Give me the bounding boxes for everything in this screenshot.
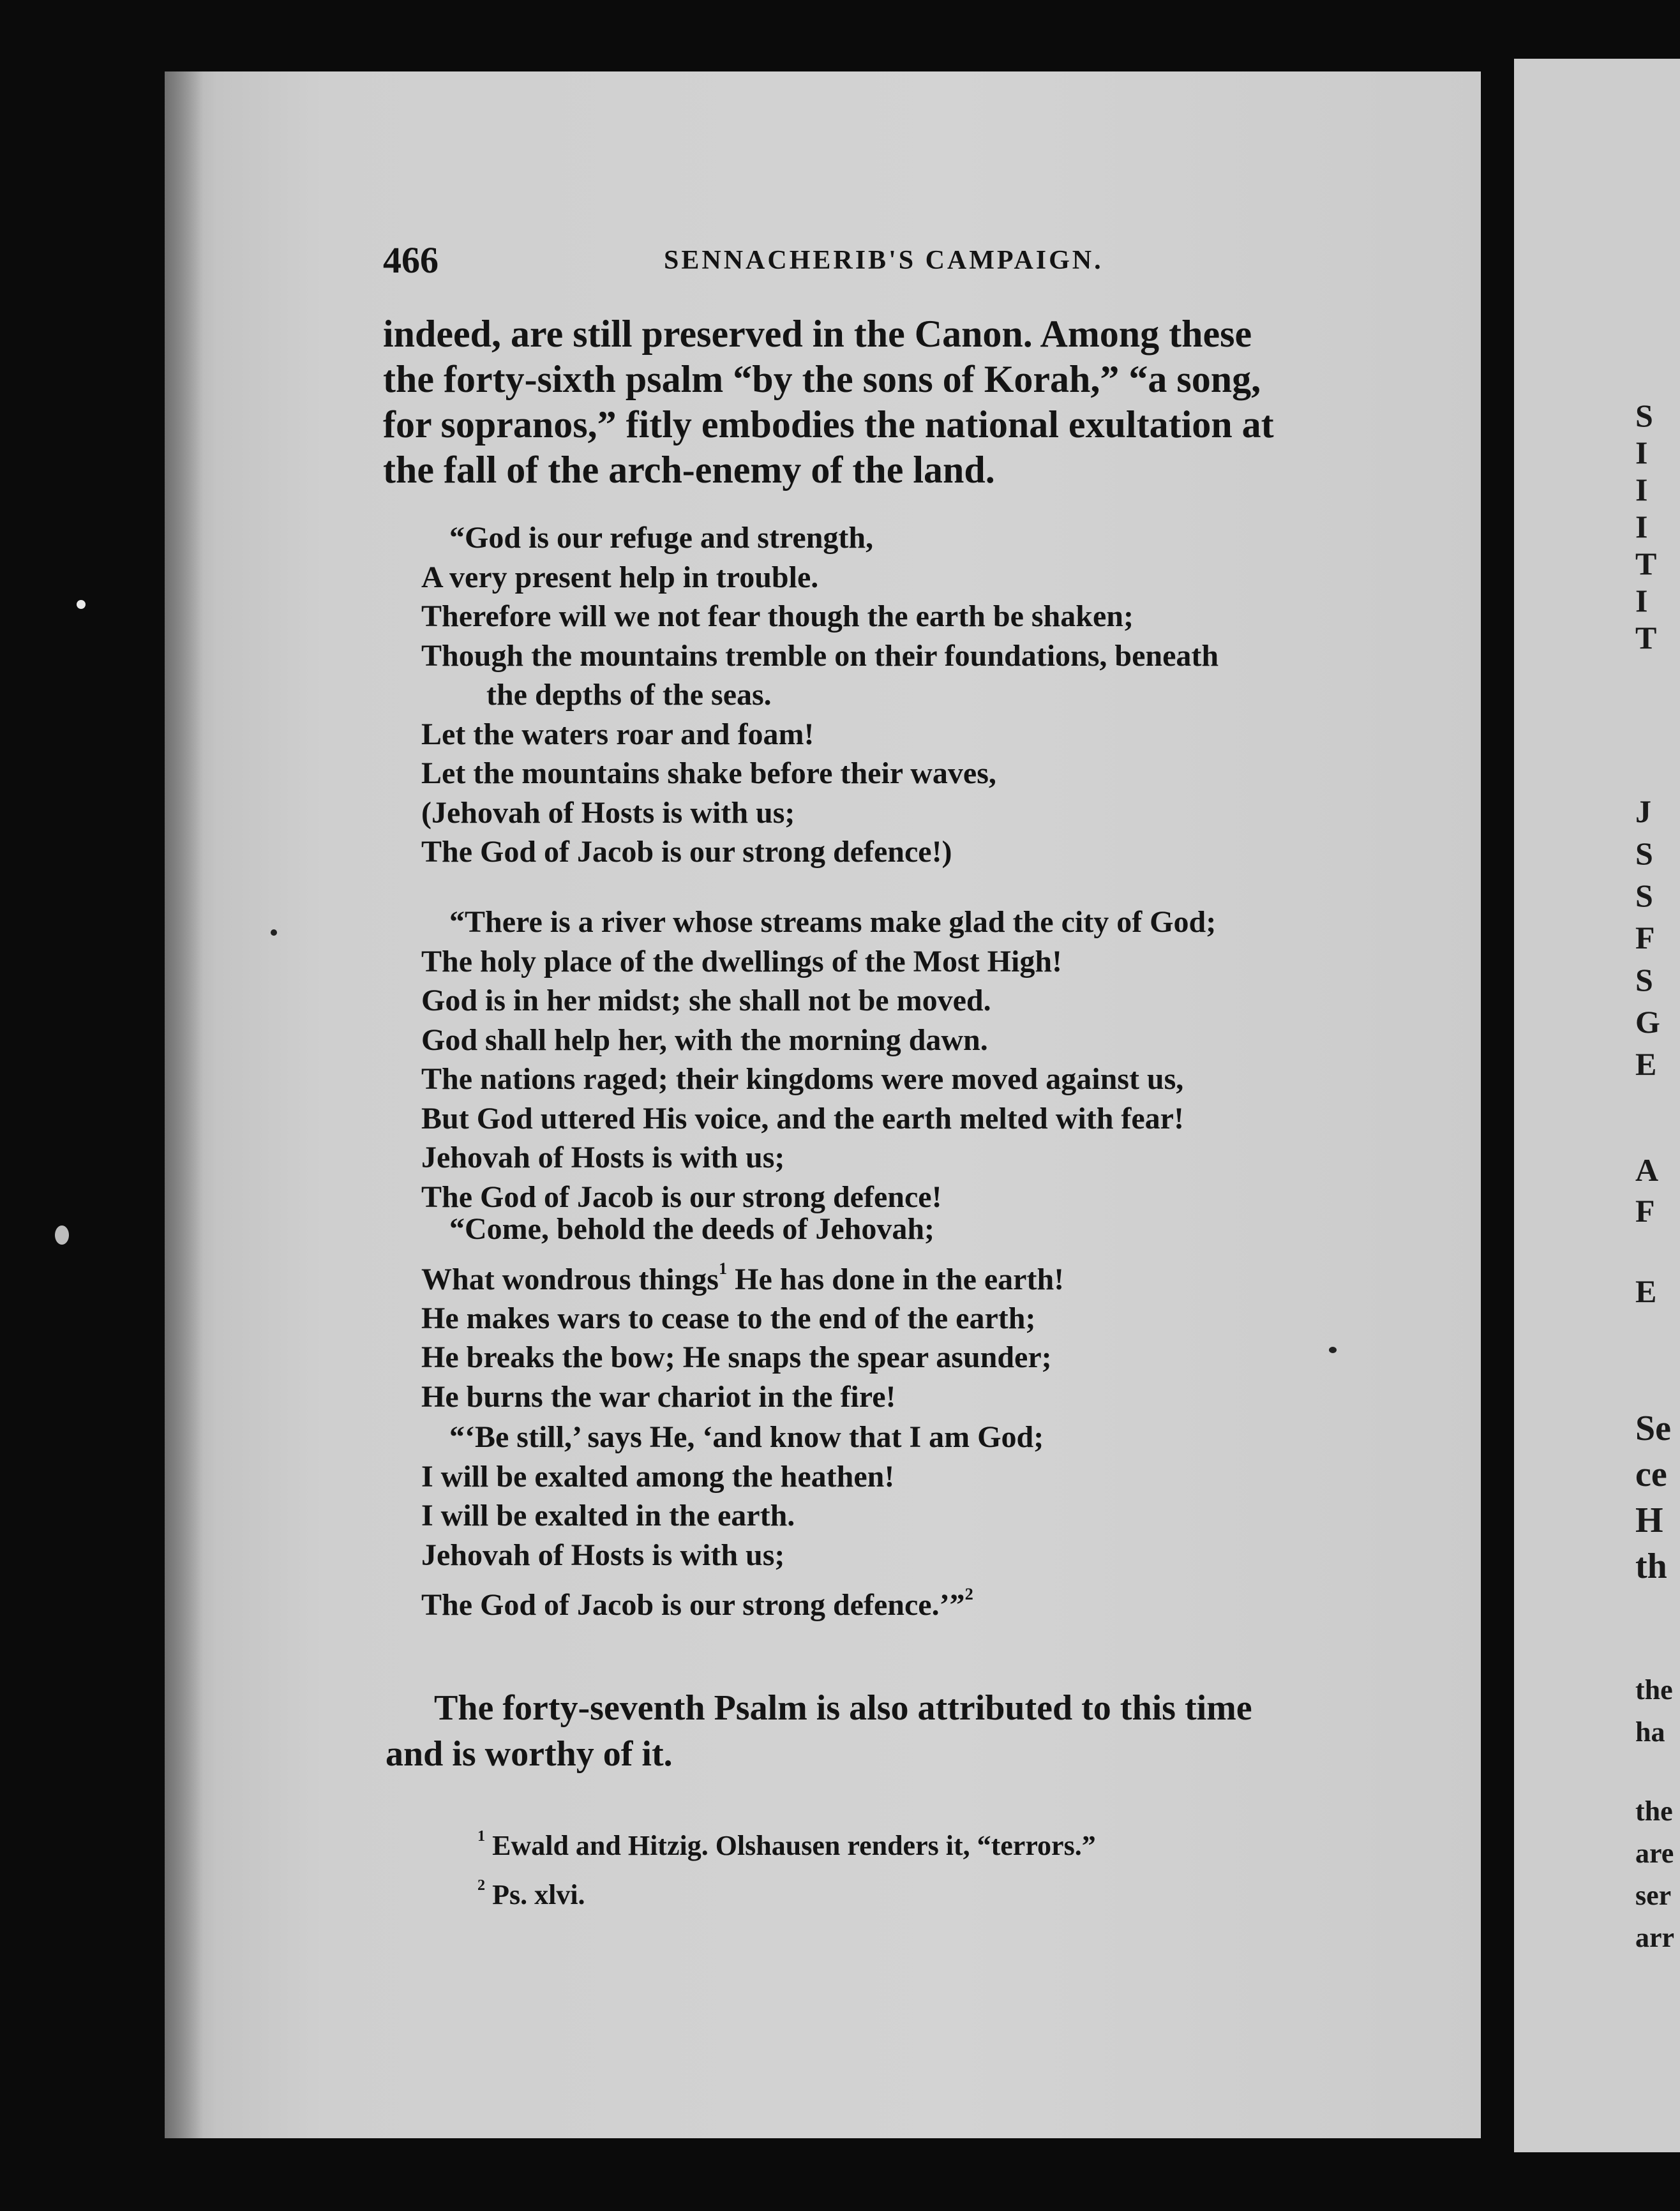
verse-line: He breaks the bow; He snaps the spear asunder; [421, 1340, 1052, 1375]
psalm-stanza-1 [421, 518, 1391, 872]
verse-line: Though the mountains tremble on their foundations, beneath [421, 638, 1219, 673]
verse-line [421, 1249, 1391, 1299]
facing-fragment: T [1635, 620, 1657, 656]
verse-line: A very present help in trouble. [421, 560, 819, 594]
verse-line: I will be exalted among the heathen! [421, 1459, 895, 1494]
verse-line: “‘Be still,’ says He, ‘and know that I am God; [449, 1420, 1044, 1454]
footnote-text: Ps. xlvi. [492, 1878, 585, 1910]
facing-fragment: S [1635, 962, 1653, 998]
text-line [383, 447, 1379, 493]
footnote-marker: 2 [477, 1876, 486, 1894]
footnote [477, 1817, 1096, 1866]
scan-speck [55, 1225, 69, 1245]
facing-fragment: ha [1635, 1716, 1665, 1748]
verse-line: Jehovah of Hosts is with us; [421, 1538, 785, 1572]
psalm-stanza-2 [421, 903, 1391, 1217]
verse-line-part: He has done in the earth! [735, 1262, 1065, 1296]
verse-line: But God uttered His voice, and the earth melted with fear! [421, 1101, 1184, 1135]
facing-fragment: A [1635, 1152, 1659, 1188]
verse-line: God is in her midst; she shall not be moved. [421, 984, 991, 1017]
verse-line: the depths of the seas. [486, 678, 772, 712]
verse-line: Let the mountains shake before their waves, [421, 756, 996, 790]
text-line [383, 311, 1379, 357]
scan-speck [77, 600, 86, 609]
facing-fragment: E [1635, 1273, 1657, 1309]
psalm-stanza-4 [421, 1418, 1391, 1624]
facing-fragment: T [1635, 546, 1657, 581]
facing-fragment: F [1635, 1193, 1655, 1229]
facing-fragment: arr [1635, 1922, 1675, 1953]
closing-paragraph [386, 1685, 1381, 1777]
intro-paragraph [383, 311, 1379, 493]
scan-speck [271, 929, 277, 936]
verse-line: “God is our refuge and strength, [449, 521, 874, 555]
footnote-ref: 2 [964, 1584, 973, 1603]
scan-speck [1329, 1347, 1337, 1353]
facing-page-edge [1514, 59, 1680, 2152]
running-title: SENNACHERIB'S CAMPAIGN. [664, 246, 1104, 275]
facing-fragment: I [1635, 509, 1648, 544]
verse-line: The God of Jacob is our strong defence! [421, 1180, 942, 1214]
verse-line: “Come, behold the deeds of Jehovah; [449, 1212, 935, 1246]
facing-fragment: I [1635, 435, 1648, 470]
facing-fragment: J [1635, 793, 1651, 829]
footnotes [477, 1817, 1096, 1915]
verse-line-part: What wondrous things [421, 1262, 719, 1296]
facing-fragment: are [1635, 1838, 1674, 1869]
text-line-content: the fall of the arch-enemy of the land. [383, 449, 995, 491]
verse-line: “There is a river whose streams make glad the city of God; [449, 905, 1217, 939]
facing-fragment: the [1635, 1795, 1673, 1827]
facing-fragment: S [1635, 878, 1653, 913]
footnote-text: Ewald and Hitzig. Olshausen renders it, “terrors.” [492, 1829, 1096, 1861]
facing-fragment: S [1635, 398, 1653, 433]
verse-line [421, 1575, 1391, 1624]
psalm-stanza-3 [421, 1210, 1391, 1416]
verse-line: I will be exalted in the earth. [421, 1499, 795, 1533]
verse-line: (Jehovah of Hosts is with us; [421, 795, 795, 830]
facing-page-fragments [1514, 59, 1680, 2152]
facing-fragment: th [1635, 1547, 1667, 1586]
text-line-content: the forty-sixth psalm “by the sons of Korah,” “a song, [383, 358, 1261, 400]
facing-fragment: H [1635, 1501, 1663, 1540]
footnote [477, 1866, 1096, 1915]
running-head [383, 239, 1404, 283]
verse-line: The God of Jacob is our strong defence!) [421, 835, 952, 869]
facing-fragment: I [1635, 583, 1648, 618]
verse-line: He burns the war chariot in the fire! [421, 1379, 896, 1414]
verse-line: God shall help her, with the morning dawn. [421, 1023, 988, 1057]
facing-fragment: ce [1635, 1455, 1667, 1494]
verse-line: He makes wars to cease to the end of the earth; [421, 1301, 1036, 1335]
verse-line: Jehovah of Hosts is with us; [421, 1141, 785, 1174]
facing-fragment: G [1635, 1004, 1660, 1040]
facing-fragment: E [1635, 1046, 1657, 1082]
verse-line: Let the waters roar and foam! [421, 717, 814, 751]
facing-fragment: F [1635, 920, 1655, 956]
verse-line: The holy place of the dwellings of the Most High! [421, 944, 1062, 978]
verse-line: The nations raged; their kingdoms were moved against us, [421, 1062, 1184, 1096]
facing-fragment: S [1635, 836, 1653, 871]
text-line: and is worthy of it. [386, 1734, 673, 1774]
text-line: The forty-seventh Psalm is also attributed to this time [434, 1688, 1252, 1728]
text-line [383, 402, 1379, 447]
facing-fragment: Se [1635, 1409, 1671, 1448]
facing-fragment: the [1635, 1674, 1673, 1705]
verse-line: Therefore will we not fear though the earth be shaken; [421, 599, 1134, 633]
page-number: 466 [383, 239, 439, 281]
facing-fragment: I [1635, 472, 1648, 507]
footnote-marker: 1 [477, 1827, 486, 1845]
text-line-content: for sopranos,” fitly embodies the national exultation at [383, 403, 1274, 446]
footnote-ref: 1 [718, 1258, 728, 1278]
facing-fragment: ser [1635, 1880, 1672, 1911]
text-line-content: indeed, are still preserved in the Canon. Among these [383, 313, 1252, 355]
gutter-shadow [165, 71, 203, 2138]
text-line [383, 357, 1379, 402]
verse-line-part: The God of Jacob is our strong defence.’” [421, 1587, 965, 1622]
